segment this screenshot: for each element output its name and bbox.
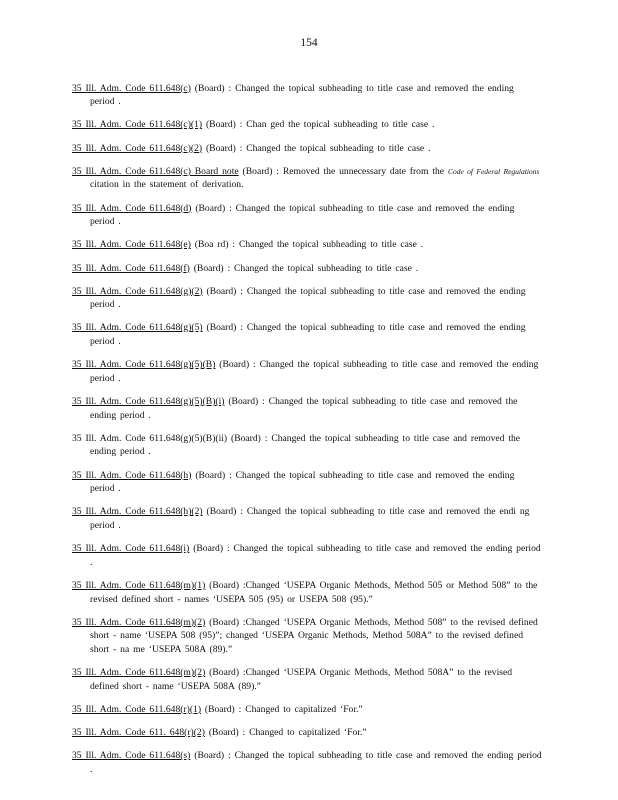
citation: 35 Ill. Adm. Code 611.648(c)(2) <box>72 142 203 154</box>
entry-text: (Board) : Changed the topical subheading to title case and removed the ending period . <box>90 202 515 228</box>
citation: 35 Ill. Adm. Code 611.648(g)(5)(B)(i) <box>72 396 225 408</box>
amendment-entry <box>72 469 542 496</box>
entry-text: (Board) :Changed ‘USEPA Organic Methods, Method 508A” to the revised defined short - name ‘USEPA 508A (89).” <box>90 667 513 692</box>
citation: 35 Ill. Adm. Code 611. 648(r)(2) <box>72 727 205 739</box>
citation: 35 Ill. Adm. Code 611.648(f) <box>72 262 190 274</box>
citation: 35 Ill. Adm. Code 611.648(c) <box>72 82 191 94</box>
amendment-entry <box>72 321 542 348</box>
entry-text: (Board) : Changed the topical subheading to title case . <box>202 142 431 154</box>
citation: 35 Ill. Adm. Code 611.648(e) <box>72 239 191 251</box>
citation: 35 Ill. Adm. Code 611.648(s) <box>72 750 191 762</box>
entry-text: (Board) : Changed to capitalized ‘For.” <box>201 703 363 715</box>
entry-text: (Board) : Changed the topical subheading to title case and removed the ending period . <box>90 359 539 384</box>
amendment-entry <box>72 749 542 776</box>
citation: 35 Ill. Adm. Code 611.648(c) Board note <box>72 165 239 177</box>
citation: 35 Ill. Adm. Code 611.648(i) <box>72 543 190 555</box>
amendment-entry <box>72 432 542 459</box>
citation: 35 Ill. Adm. Code 611.648(h) <box>72 469 192 481</box>
amendment-entry <box>72 666 542 693</box>
entry-text-tail: citation in the statement of derivation. <box>90 179 244 191</box>
amendment-entry <box>72 82 542 109</box>
amendment-entry <box>72 703 542 717</box>
citation: 35 Ill. Adm. Code 611.648(g)(5) <box>72 322 203 334</box>
citation: 35 Ill. Adm. Code 611.648(g)(5)(B) <box>72 359 216 371</box>
amendment-entry <box>72 542 542 569</box>
cfr-title: Code of Federal Regulations <box>447 166 540 176</box>
entry-text: (Board) : Removed the unnecessary date from the <box>238 165 448 177</box>
amendment-entry <box>72 395 542 422</box>
amendment-entry <box>72 202 542 229</box>
amendment-entry <box>72 579 542 606</box>
citation: 35 Ill. Adm. Code 611.648(g)(5)(B)(ii) <box>72 432 228 444</box>
amendment-list <box>72 72 542 783</box>
amendment-entry <box>72 505 542 532</box>
entry-text: (Board) : Changed the topical subheading to title case and removed the ending period . <box>90 396 518 421</box>
entry-text: (Board) : Changed the topical subheading to title case . <box>189 262 419 274</box>
amendment-entry <box>72 165 542 192</box>
entry-text: (Board) : Changed the topical subheading to title case and removed the ending period . <box>90 82 514 108</box>
page-number: 154 <box>300 37 318 49</box>
citation: 35 Ill. Adm. Code 611.648(d) <box>72 202 192 214</box>
entry-text: (Boa rd) : Changed the topical subheading to title case . <box>190 239 424 251</box>
amendment-entry <box>72 616 542 657</box>
amendment-entry <box>72 238 542 252</box>
citation: 35 Ill. Adm. Code 611.648(m)(1) <box>72 579 206 591</box>
amendment-entry <box>72 118 542 132</box>
citation: 35 Ill. Adm. Code 611.648(r)(1) <box>72 703 202 715</box>
amendment-entry <box>72 285 542 312</box>
amendment-entry <box>72 726 542 740</box>
entry-text: (Board) : Changed the topical subheading to title case and removed the ending period . <box>90 750 542 775</box>
entry-text: (Board) : Changed the topical subheading to title case and removed the ending period . <box>90 285 526 311</box>
citation: 35 Ill. Adm. Code 611.648(g)(2) <box>72 285 203 297</box>
amendment-entry <box>72 262 542 276</box>
entry-text: (Board) : Changed the topical subheading to title case and removed the ending period . <box>90 469 515 495</box>
entry-text: (Board) :Changed ‘USEPA Organic Methods, Method 508” to the revised defined short - name ‘USEPA 508 (95)”; changed ‘USEPA Organic Methods, Method 508A” to the revised defined short - na me ‘USEPA 508A (89).” <box>90 616 538 655</box>
amendment-entry <box>72 142 542 156</box>
citation: 35 Ill. Adm. Code 611.648(m)(2) <box>72 667 206 679</box>
citation: 35 Ill. Adm. Code 611.648(c)(1) <box>72 119 203 131</box>
citation: 35 Ill. Adm. Code 611.648(m)(2) <box>72 616 206 628</box>
entry-text: (Board) : Chan ged the topical subheading to title case . <box>202 119 435 131</box>
entry-text: (Board) : Changed to capitalized ‘For.” <box>204 727 367 739</box>
entry-text: (Board) : Changed the topical subheading to title case and removed the ending period . <box>90 432 521 458</box>
citation: 35 Ill. Adm. Code 611.648(h)(2) <box>72 506 203 518</box>
entry-text: (Board) : Changed the topical subheading to title case and removed the ending period . <box>90 543 541 568</box>
entry-text: (Board) : Changed the topical subheading to title case and removed the ending period . <box>90 322 526 348</box>
entry-text: (Board) : Changed the topical subheading to title case and removed the endi ng period . <box>90 506 530 531</box>
entry-text: (Board) :Changed ‘USEPA Organic Methods, Method 505 or Method 508” to the revised defined short - names ‘USEPA 505 (95) or USEPA 508 (95).” <box>90 579 538 605</box>
amendment-entry <box>72 358 542 385</box>
